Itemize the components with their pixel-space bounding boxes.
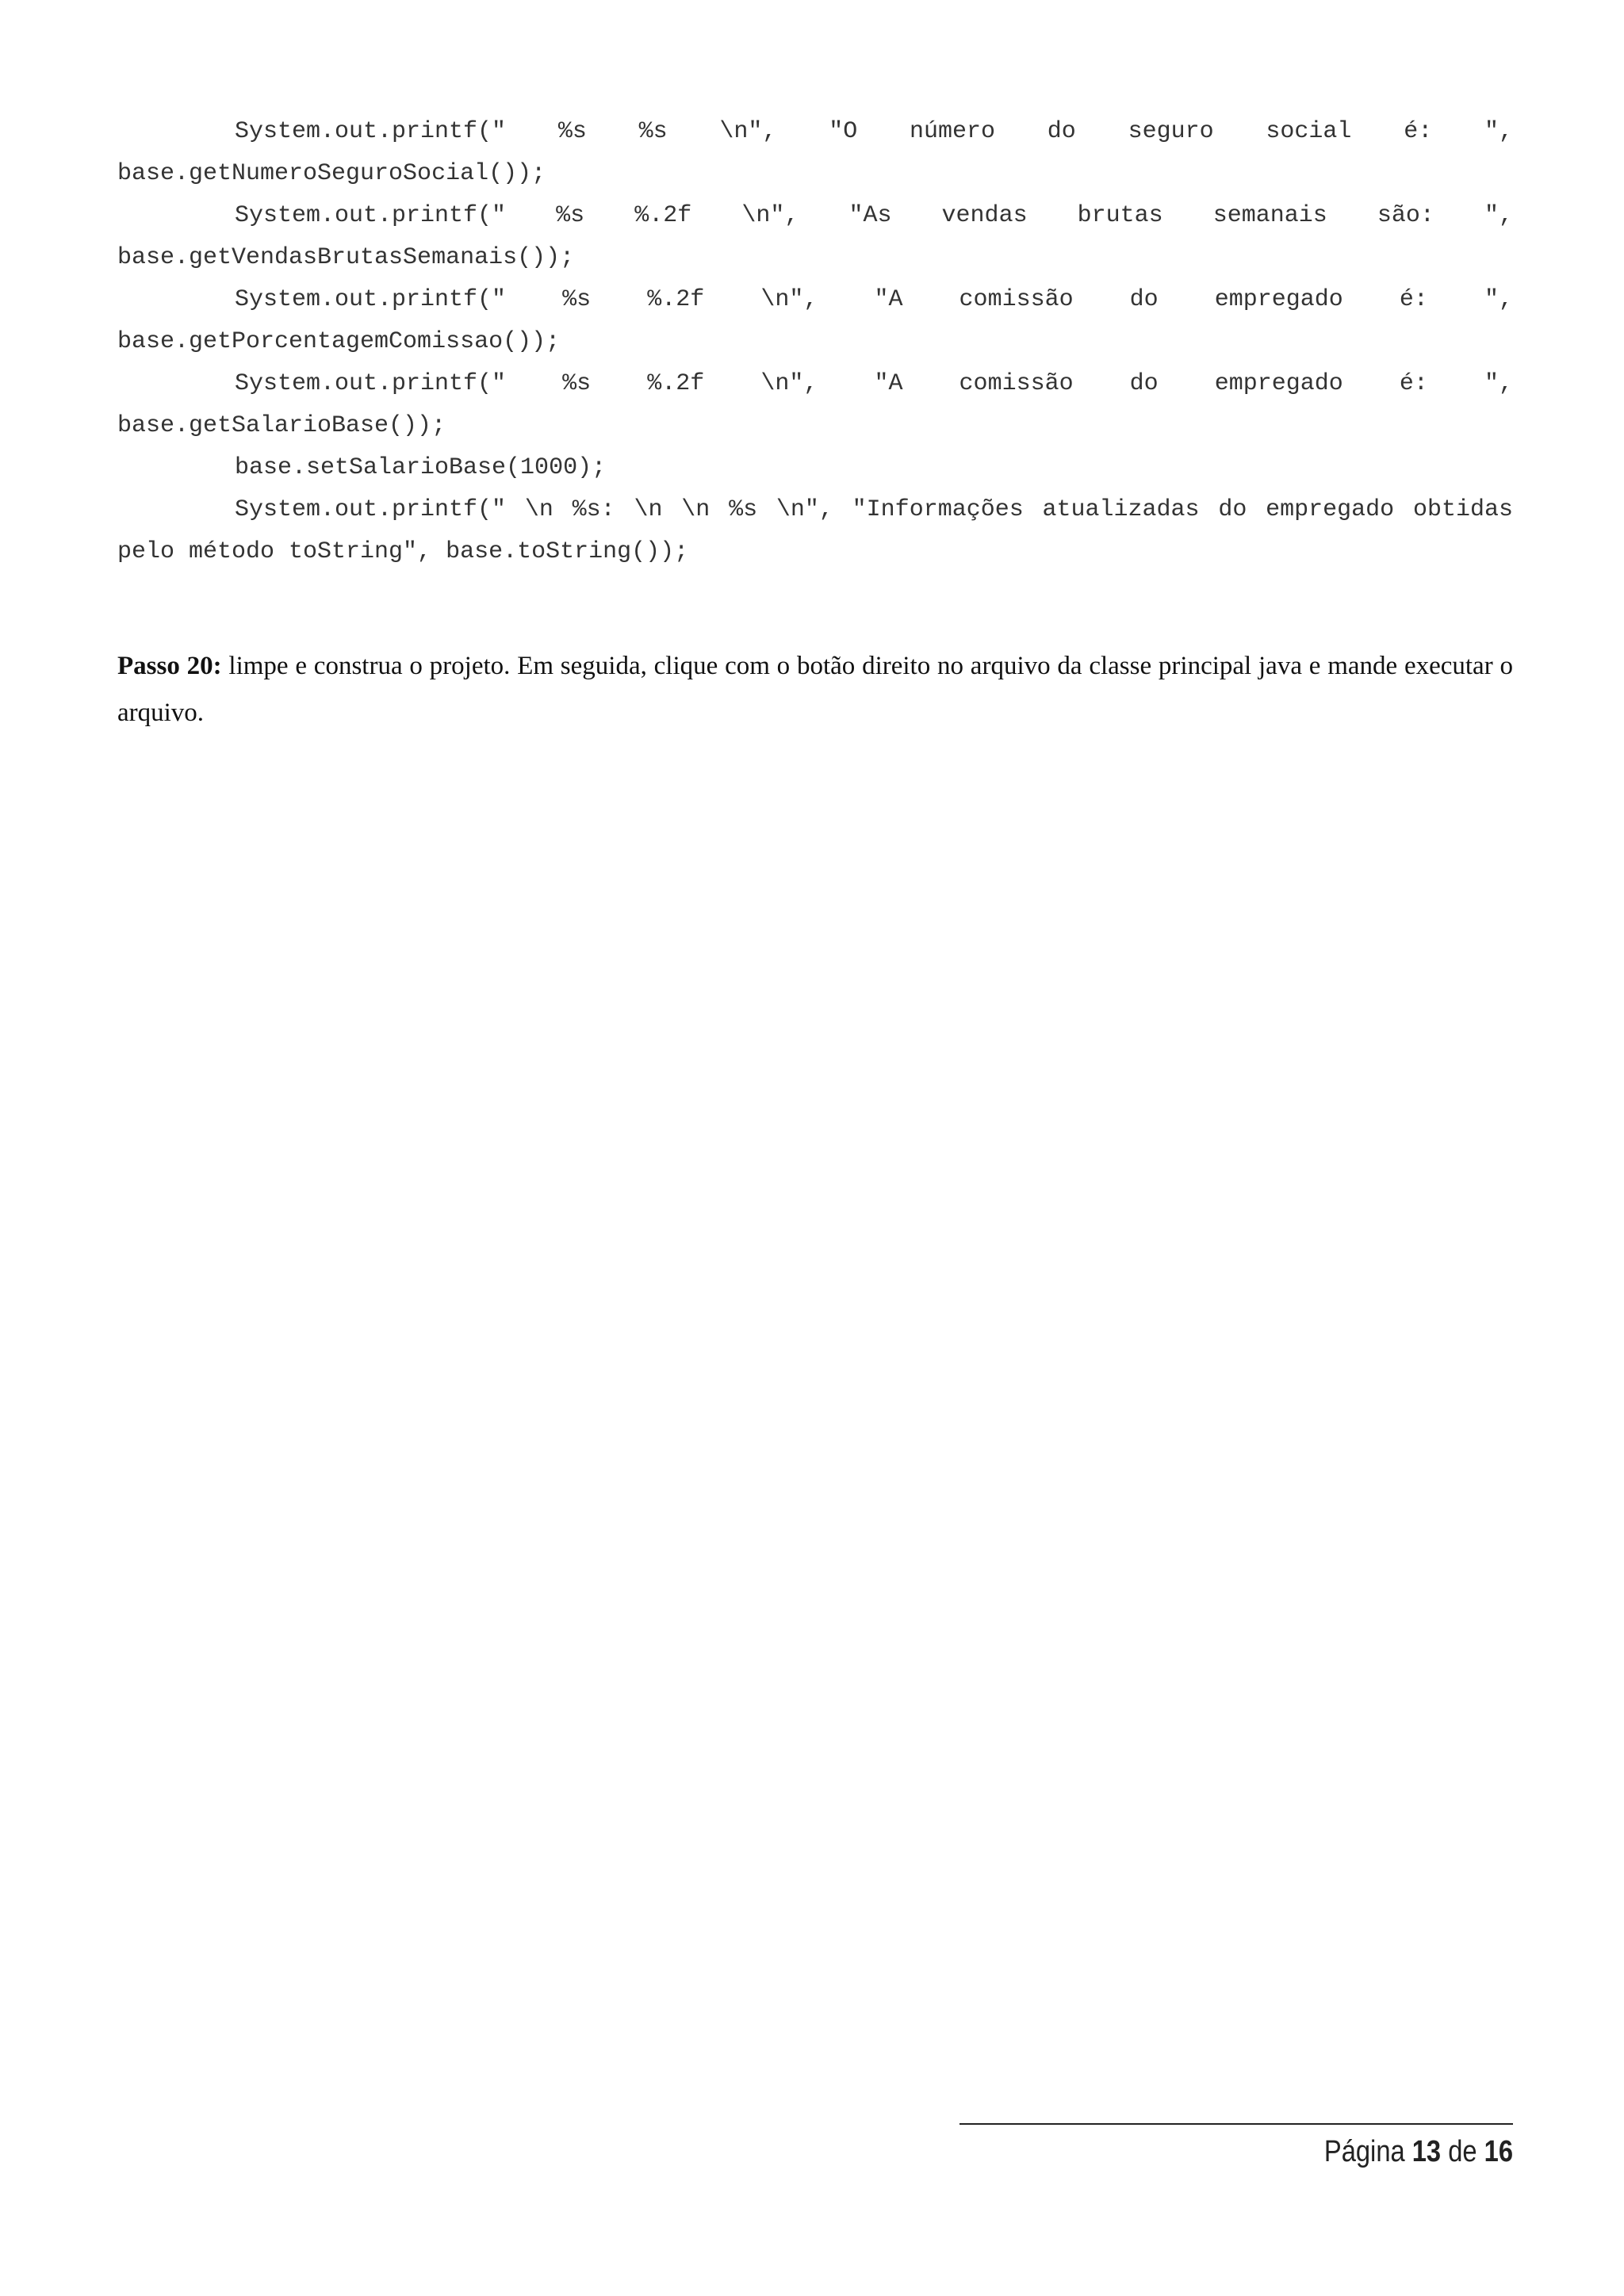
code-line: System.out.printf(" %s %.2f \n", "A comissão do empregado é: ", — [235, 370, 1513, 397]
code-line: base.getNumeroSeguroSocial()); — [117, 160, 546, 187]
code-snippet — [117, 111, 1513, 573]
code-line: System.out.printf(" %s %.2f \n", "As vendas brutas semanais são: ", — [235, 202, 1513, 229]
code-line: System.out.printf(" \n %s: \n \n %s \n", "Informações atualizadas do empregado obtidas — [235, 496, 1513, 523]
code-line: base.setSalarioBase(1000); — [235, 454, 607, 481]
total-page-count: 16 — [1484, 2135, 1513, 2168]
page-word: Página — [1323, 2135, 1412, 2168]
code-line: base.getVendasBrutasSemanais()); — [117, 244, 575, 271]
code-line: System.out.printf(" %s %.2f \n", "A comissão do empregado é: ", — [235, 286, 1513, 313]
step-label: Passo 20: — [117, 652, 222, 680]
code-line: pelo método toString", base.toString()); — [117, 538, 689, 565]
page-number-footer — [1037, 2128, 1513, 2175]
code-line: System.out.printf(" %s %s \n", "O número do seguro social é: ", — [235, 118, 1513, 145]
of-word: de — [1441, 2135, 1484, 2168]
step-text: limpe e construa o projeto. Em seguida, clique com o botão direito no arquivo da classe principal java e mande executar o arquivo. — [117, 652, 1513, 727]
code-line: base.getSalarioBase()); — [117, 412, 446, 439]
code-line: base.getPorcentagemComissao()); — [117, 328, 561, 355]
step-paragraph — [117, 643, 1513, 737]
footer-divider — [959, 2123, 1513, 2125]
current-page-number: 13 — [1411, 2135, 1442, 2168]
